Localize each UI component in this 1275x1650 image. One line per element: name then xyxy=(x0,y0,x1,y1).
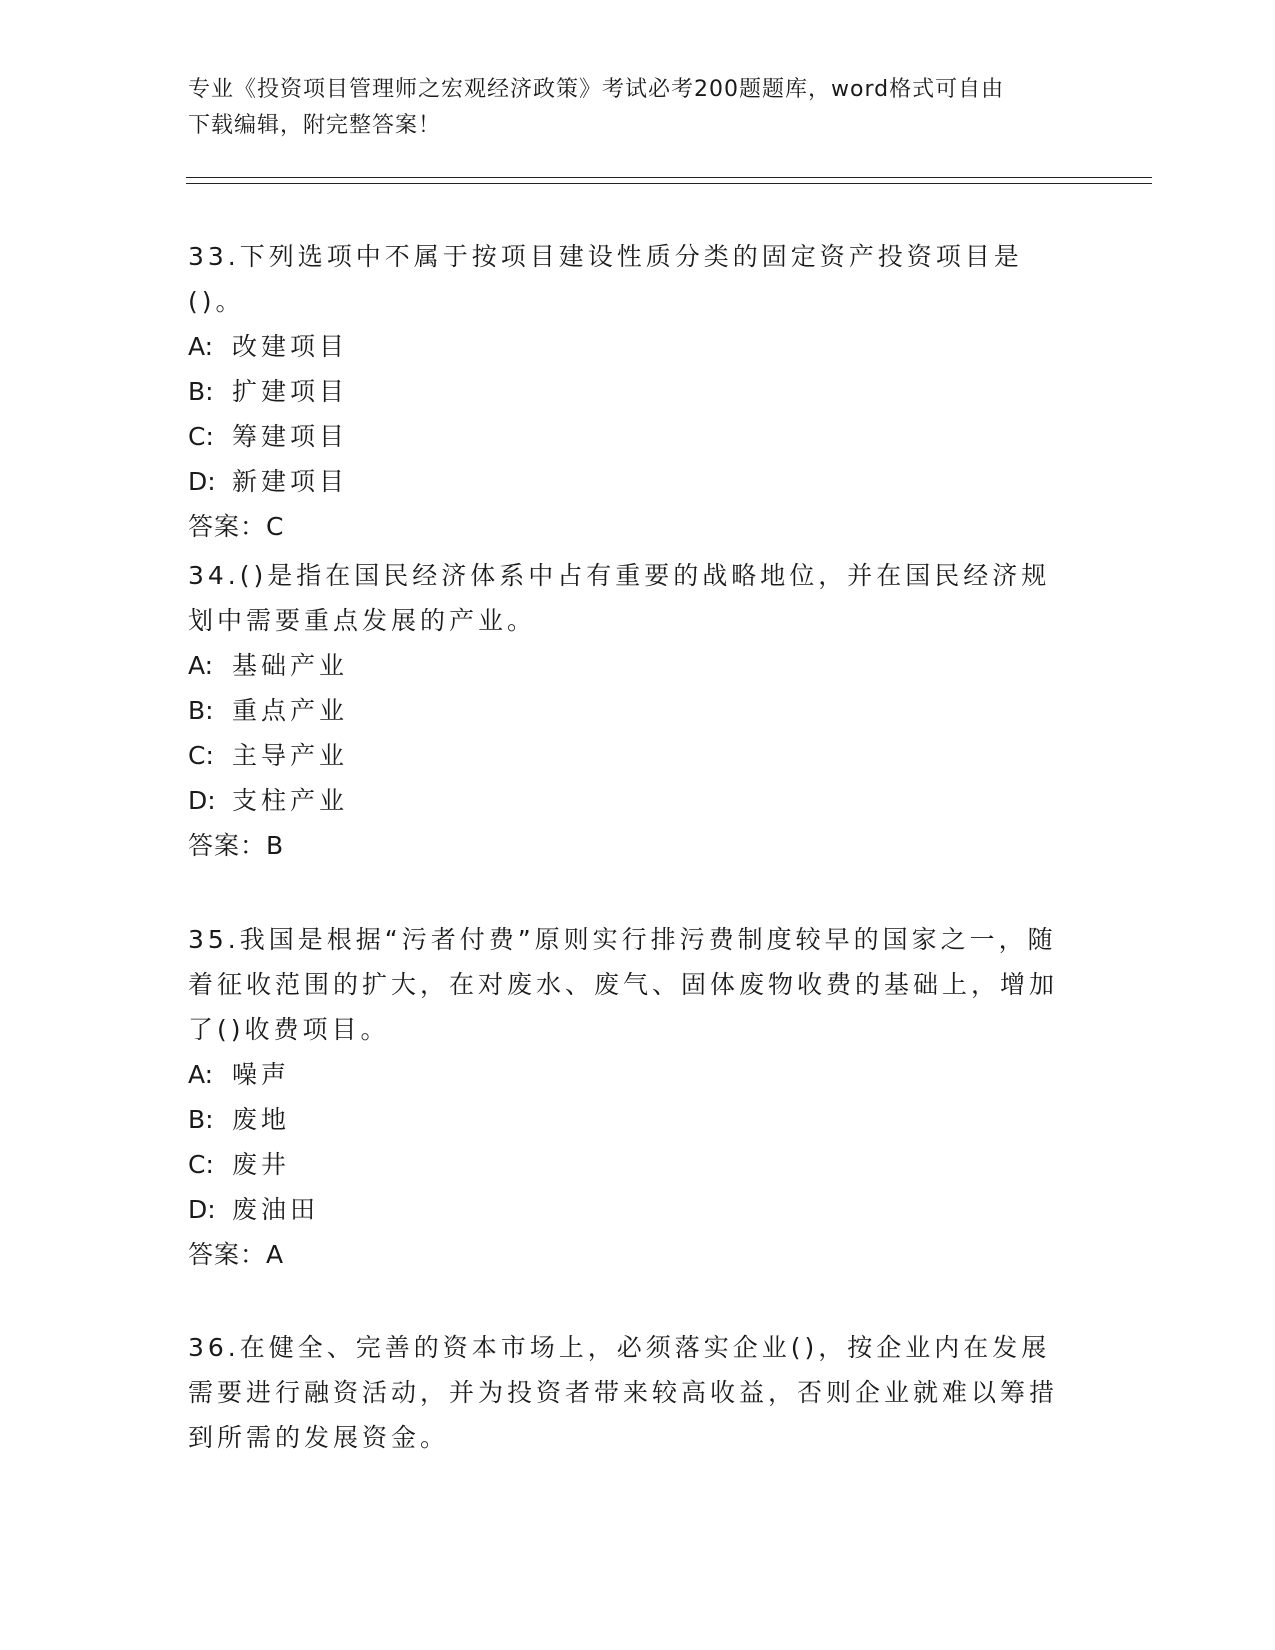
option-key: B: xyxy=(188,696,214,725)
option-key: C: xyxy=(188,741,214,770)
option-d xyxy=(188,778,1078,823)
option-text: 重点产业 xyxy=(232,696,349,725)
intro-line: 下载编辑，附完整答案！ xyxy=(188,113,442,138)
question-33 xyxy=(188,234,1078,549)
question-36 xyxy=(188,1325,1078,1460)
header-divider xyxy=(186,183,1152,184)
option-a xyxy=(188,1052,1078,1097)
option-key: A: xyxy=(188,1060,214,1089)
option-text: 废油田 xyxy=(232,1195,320,1224)
answer-line: 答案：C xyxy=(188,512,285,541)
option-key: B: xyxy=(188,377,214,406)
answer-line: 答案：A xyxy=(188,1240,285,1269)
option-key: D: xyxy=(188,786,216,815)
question-stem: 34.()是指在国民经济体系中占有重要的战略地位，并在国民经济规划中需要重点发展的产业。 xyxy=(188,561,1051,635)
option-key: A: xyxy=(188,651,214,680)
option-c xyxy=(188,733,1078,778)
option-text: 噪声 xyxy=(232,1060,291,1089)
question-stem: 33.下列选项中不属于按项目建设性质分类的固定资产投资项目是()。 xyxy=(188,242,1023,316)
question-34 xyxy=(188,553,1078,868)
option-key: A: xyxy=(188,332,214,361)
option-text: 基础产业 xyxy=(232,651,349,680)
option-c xyxy=(188,414,1078,459)
option-key: C: xyxy=(188,1150,214,1179)
option-text: 废井 xyxy=(232,1150,291,1179)
option-text: 筹建项目 xyxy=(232,422,349,451)
option-c xyxy=(188,1142,1078,1187)
option-text: 扩建项目 xyxy=(232,377,349,406)
header-divider xyxy=(186,177,1152,178)
option-text: 新建项目 xyxy=(232,467,349,496)
option-a xyxy=(188,324,1078,369)
option-b xyxy=(188,369,1078,414)
option-text: 主导产业 xyxy=(232,741,349,770)
option-b xyxy=(188,1097,1078,1142)
option-text: 改建项目 xyxy=(232,332,349,361)
question-stem: 35.我国是根据“污者付费”原则实行排污费制度较早的国家之一，随着征收范围的扩大，在对废水、废气、固体废物收费的基础上，增加了()收费项目。 xyxy=(188,925,1059,1044)
question-stem: 36.在健全、完善的资本市场上，必须落实企业()，按企业内在发展需要进行融资活动，并为投资者带来较高收益，否则企业就难以筹措到所需的发展资金。 xyxy=(188,1333,1059,1452)
option-d xyxy=(188,459,1078,504)
option-key: D: xyxy=(188,1195,216,1224)
option-key: D: xyxy=(188,467,216,496)
intro-line: 专业《投资项目管理师之宏观经济政策》考试必考200题题库，word格式可自由 xyxy=(188,77,1005,102)
question-35 xyxy=(188,917,1078,1277)
option-key: C: xyxy=(188,422,214,451)
document-intro xyxy=(188,72,1068,144)
option-b xyxy=(188,688,1078,733)
option-key: B: xyxy=(188,1105,214,1134)
answer-line: 答案：B xyxy=(188,831,285,860)
option-d xyxy=(188,1187,1078,1232)
option-a xyxy=(188,643,1078,688)
option-text: 废地 xyxy=(232,1105,291,1134)
option-text: 支柱产业 xyxy=(232,786,349,815)
